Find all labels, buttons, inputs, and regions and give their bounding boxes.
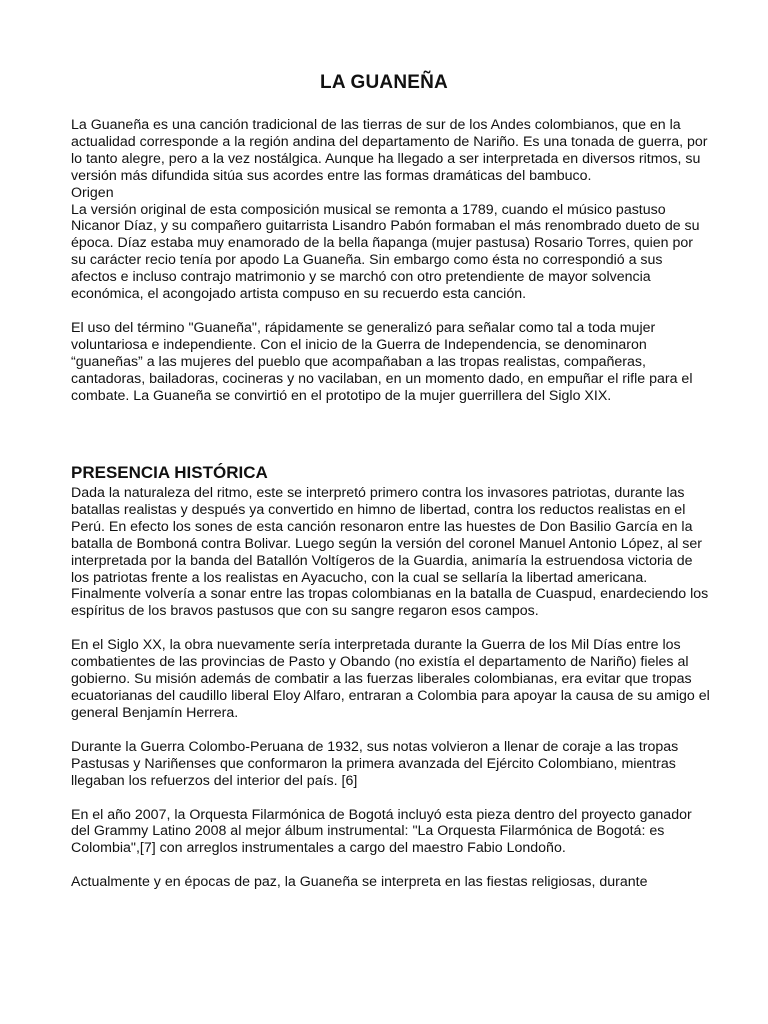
section-heading: PRESENCIA HISTÓRICA — [71, 463, 268, 482]
guanena-term-paragraph: El uso del término "Guaneña", rápidamente se generalizó para señalar como tal a toda mujer voluntariosa e independiente. Con el inicio de la Guerra de Independencia, se denominaron “guaneñas” a las mujeres del pueblo que acompañaban a las tropas realistas, compañeras, cantadoras, bailadoras, cocineras y no vacilaban, en un momento dado, en empuñar el rifle para el combate. La Guaneña se convirtió en el prototipo de la mujer guerrillera del Siglo XIX. — [71, 319, 693, 404]
history-block — [71, 485, 711, 891]
philharmonic-paragraph: En el año 2007, la Orquesta Filarmónica de Bogotá incluyó esta pieza dentro del proyecto ganador del Grammy Latino 2008 al mejor álbum instrumental: "La Orquesta Filarmónica de Bogotá: es Colombia",[7] con arreglos instrumentales a cargo del maestro Fabio Londoño. — [71, 806, 692, 857]
origin-label: Origen — [71, 184, 114, 201]
origin-paragraph: La versión original de esta composición musical se remonta a 1789, cuando el músico pastuso Nicanor Díaz, y su compañero guitarrista Lisandro Pabón formaban el más renombrado dueto de su época. Díaz estaba muy enamorado de la bella ñapanga (mujer pastusa) Rosario Torres, quien por su carácter recio tenía por apodo La Guaneña. Sin embargo como ésta no correspondió a sus afectos e incluso contrajo matrimonio y se marchó con otro pretendiente de mayor solvencia económica, el acongojado artista compuso en su recuerdo esta canción. — [71, 201, 700, 303]
present-day-paragraph: Actualmente y en épocas de paz, la Guaneña se interpreta en las fiestas religiosas, durante — [71, 874, 648, 891]
colombo-peruvian-war-paragraph: Durante la Guerra Colombo-Peruana de 1932, sus notas volvieron a llenar de coraje a las tropas Pastusas y Nariñenses que conformaron la primera avanzada del Ejército Colombiano, mientras llegaban los refuerzos del interior del país. [6] — [71, 738, 679, 789]
page-title: LA GUANEÑA — [320, 72, 448, 93]
twentieth-century-paragraph: En el Siglo XX, la obra nuevamente sería interpretada durante la Guerra de los Mil Días entre los combatientes de las provincias de Pasto y Obando (no existía el departamento de Nariño) fieles al gobierno. Su misión además de combatir a las fuerzas liberales colombianas, era evitar que tropas ecuatorianas del caudillo liberal Eloy Alfaro, entraran a Colombia para apoyar la causa de su amigo el general Benjamín Herrera. — [71, 637, 710, 721]
intro-block — [71, 117, 711, 405]
intro-paragraph: La Guaneña es una canción tradicional de las tierras de sur de los Andes colombianos, que en la actualidad corresponde a la región andina del departamento de Nariño. Es una tonada de guerra, por lo tanto alegre, pero a la vez nostálgica. Aunque ha llegado a ser interpretada en diversos ritmos, su versión más difundida sitúa sus acordes entre las formas dramáticas del bambuco. — [71, 117, 708, 184]
history-paragraph: Dada la naturaleza del ritmo, este se interpretó primero contra los invasores patriotas, durante las batallas realistas y después ya convertido en himno de libertad, contra los reductos realistas en el Perú. En efecto los sones de esta canción resonaron entre las huestes de Don Basilio García en la batalla de Bomboná contra Bolivar. Luego según la versión del coronel Manuel Antonio López, al ser interpretada por la banda del Batallón Voltígeros de la Guardia, animaría la estruendosa victoria de los patriotas frente a los realistas en Ayacucho, con la cual se sellaría la libertad americana. Finalmente volvería a sonar entre las tropas colombianas en la batalla de Cuaspud, enardeciendo los espíritus de los bravos pastusos que con su sangre regaron esos campos. — [71, 485, 709, 620]
